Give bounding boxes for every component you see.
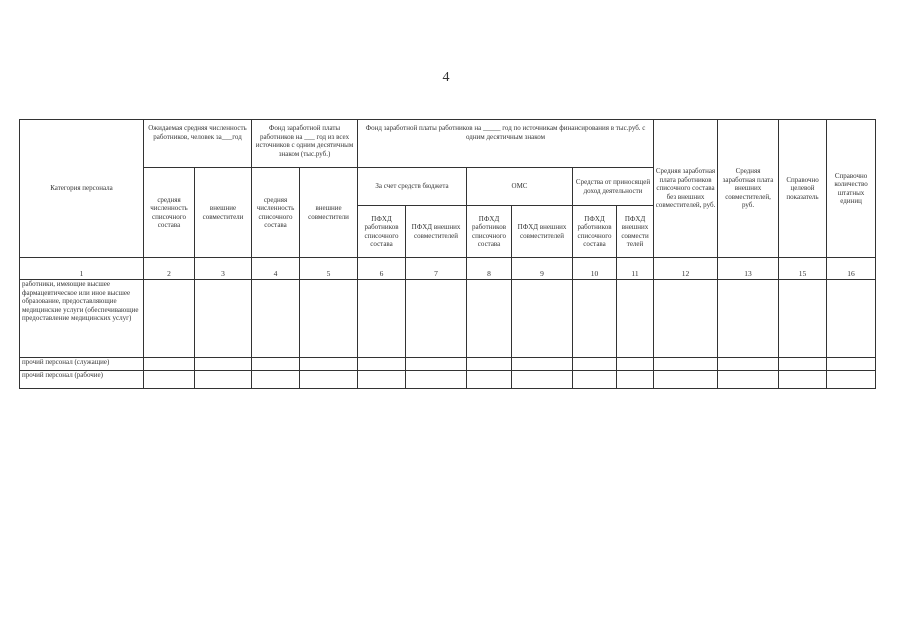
column-number: 13 <box>718 258 779 280</box>
header-pfhd-external-oms: ПФХД внешних совместителей <box>512 206 573 258</box>
header-category: Категория персонала <box>20 120 144 258</box>
table-cell <box>617 371 654 389</box>
column-number: 11 <box>617 258 654 280</box>
column-number: 7 <box>406 258 467 280</box>
table-cell <box>300 358 358 371</box>
table-cell <box>827 280 876 358</box>
table-cell <box>718 280 779 358</box>
header-external-part-timers-payroll: внешние совместители <box>300 168 358 258</box>
column-number: 15 <box>779 258 827 280</box>
header-budget-funds: За счет средств бюджета <box>358 168 467 206</box>
header-pfhd-staff-oms: ПФХД работников списочного состава <box>467 206 512 258</box>
table-cell <box>827 371 876 389</box>
table-cell <box>779 280 827 358</box>
staff-payroll-table <box>19 119 876 389</box>
table-cell <box>617 358 654 371</box>
header-avg-staff: средняя численность списочного состава <box>144 168 195 258</box>
header-pfhd-staff-income: ПФХД работников списочного состава <box>573 206 617 258</box>
table-cell <box>358 280 406 358</box>
table-cell <box>467 358 512 371</box>
table-cell <box>512 280 573 358</box>
table-cell <box>300 371 358 389</box>
table-cell <box>195 371 252 389</box>
column-number: 6 <box>358 258 406 280</box>
column-number: 8 <box>467 258 512 280</box>
column-number: 3 <box>195 258 252 280</box>
table-cell <box>406 280 467 358</box>
table-row <box>20 371 876 389</box>
table-cell <box>654 371 718 389</box>
header-pfhd-staff-budget: ПФХД работников списочного состава <box>358 206 406 258</box>
row-label: прочий персонал (рабочие) <box>20 371 144 389</box>
table-cell <box>779 371 827 389</box>
header-reference-staff-units: Справочно количество штатных единиц <box>827 120 876 258</box>
table-cell <box>718 358 779 371</box>
table-cell <box>512 371 573 389</box>
table-cell <box>512 358 573 371</box>
column-number: 5 <box>300 258 358 280</box>
table-cell <box>573 371 617 389</box>
header-income-activity: Средства от приносящей доход деятельности <box>573 168 654 206</box>
table-cell <box>573 358 617 371</box>
table-cell <box>195 358 252 371</box>
table-cell <box>300 280 358 358</box>
header-avg-staff-payroll: средняя численность списочного состава <box>252 168 300 258</box>
column-number: 4 <box>252 258 300 280</box>
column-number: 10 <box>573 258 617 280</box>
table-cell <box>252 371 300 389</box>
column-number: 1 <box>20 258 144 280</box>
row-label: прочий персонал (служащие) <box>20 358 144 371</box>
header-external-part-timers: внешние совместители <box>195 168 252 258</box>
table-cell <box>144 280 195 358</box>
table-cell <box>779 358 827 371</box>
column-number: 9 <box>512 258 573 280</box>
header-avg-salary-external: Средняя заработная плата внешних совместителей, руб. <box>718 120 779 258</box>
table-cell <box>406 358 467 371</box>
table-cell <box>467 280 512 358</box>
table-cell <box>252 280 300 358</box>
header-avg-salary-staff: Средняя заработная плата работников списочного состава без внешних совместителей, руб. <box>654 120 718 258</box>
table-cell <box>827 358 876 371</box>
table-cell <box>358 358 406 371</box>
table-cell <box>252 358 300 371</box>
table-cell <box>617 280 654 358</box>
column-number: 2 <box>144 258 195 280</box>
header-payroll-one-source: Фонд заработной платы работников на ___ год из всех источников с одним десятичным знаком (тыс.руб.) <box>252 120 358 168</box>
table-cell <box>718 371 779 389</box>
table-cell <box>654 358 718 371</box>
header-expected-headcount: Ожидаемая средняя численность работников, человек за___год <box>144 120 252 168</box>
table-row <box>20 280 876 358</box>
header-pfhd-external-income: ПФХД внешних совмести телей <box>617 206 654 258</box>
table-cell <box>573 280 617 358</box>
header-payroll-by-source: Фонд заработной платы работников на _____ год по источникам финансирования в тыс.руб. с одним десятичным знаком <box>358 120 654 168</box>
column-number: 16 <box>827 258 876 280</box>
row-label: работники, имеющие высшее фармацевтическое или иное высшее образование, предоставляющие медицинские услуги (обеспечивающие предоставление медицинских услуг) <box>20 280 144 358</box>
column-number: 12 <box>654 258 718 280</box>
table-cell <box>144 358 195 371</box>
table-cell <box>406 371 467 389</box>
table-cell <box>195 280 252 358</box>
header-reference-target: Справочно целевой показатель <box>779 120 827 258</box>
page-number: 4 <box>442 70 450 85</box>
header-pfhd-external-budget: ПФХД внешних совместителей <box>406 206 467 258</box>
column-number-row <box>20 258 876 280</box>
table-cell <box>467 371 512 389</box>
table-cell <box>654 280 718 358</box>
table-row <box>20 358 876 371</box>
table-cell <box>358 371 406 389</box>
header-oms: ОМС <box>467 168 573 206</box>
table-cell <box>144 371 195 389</box>
